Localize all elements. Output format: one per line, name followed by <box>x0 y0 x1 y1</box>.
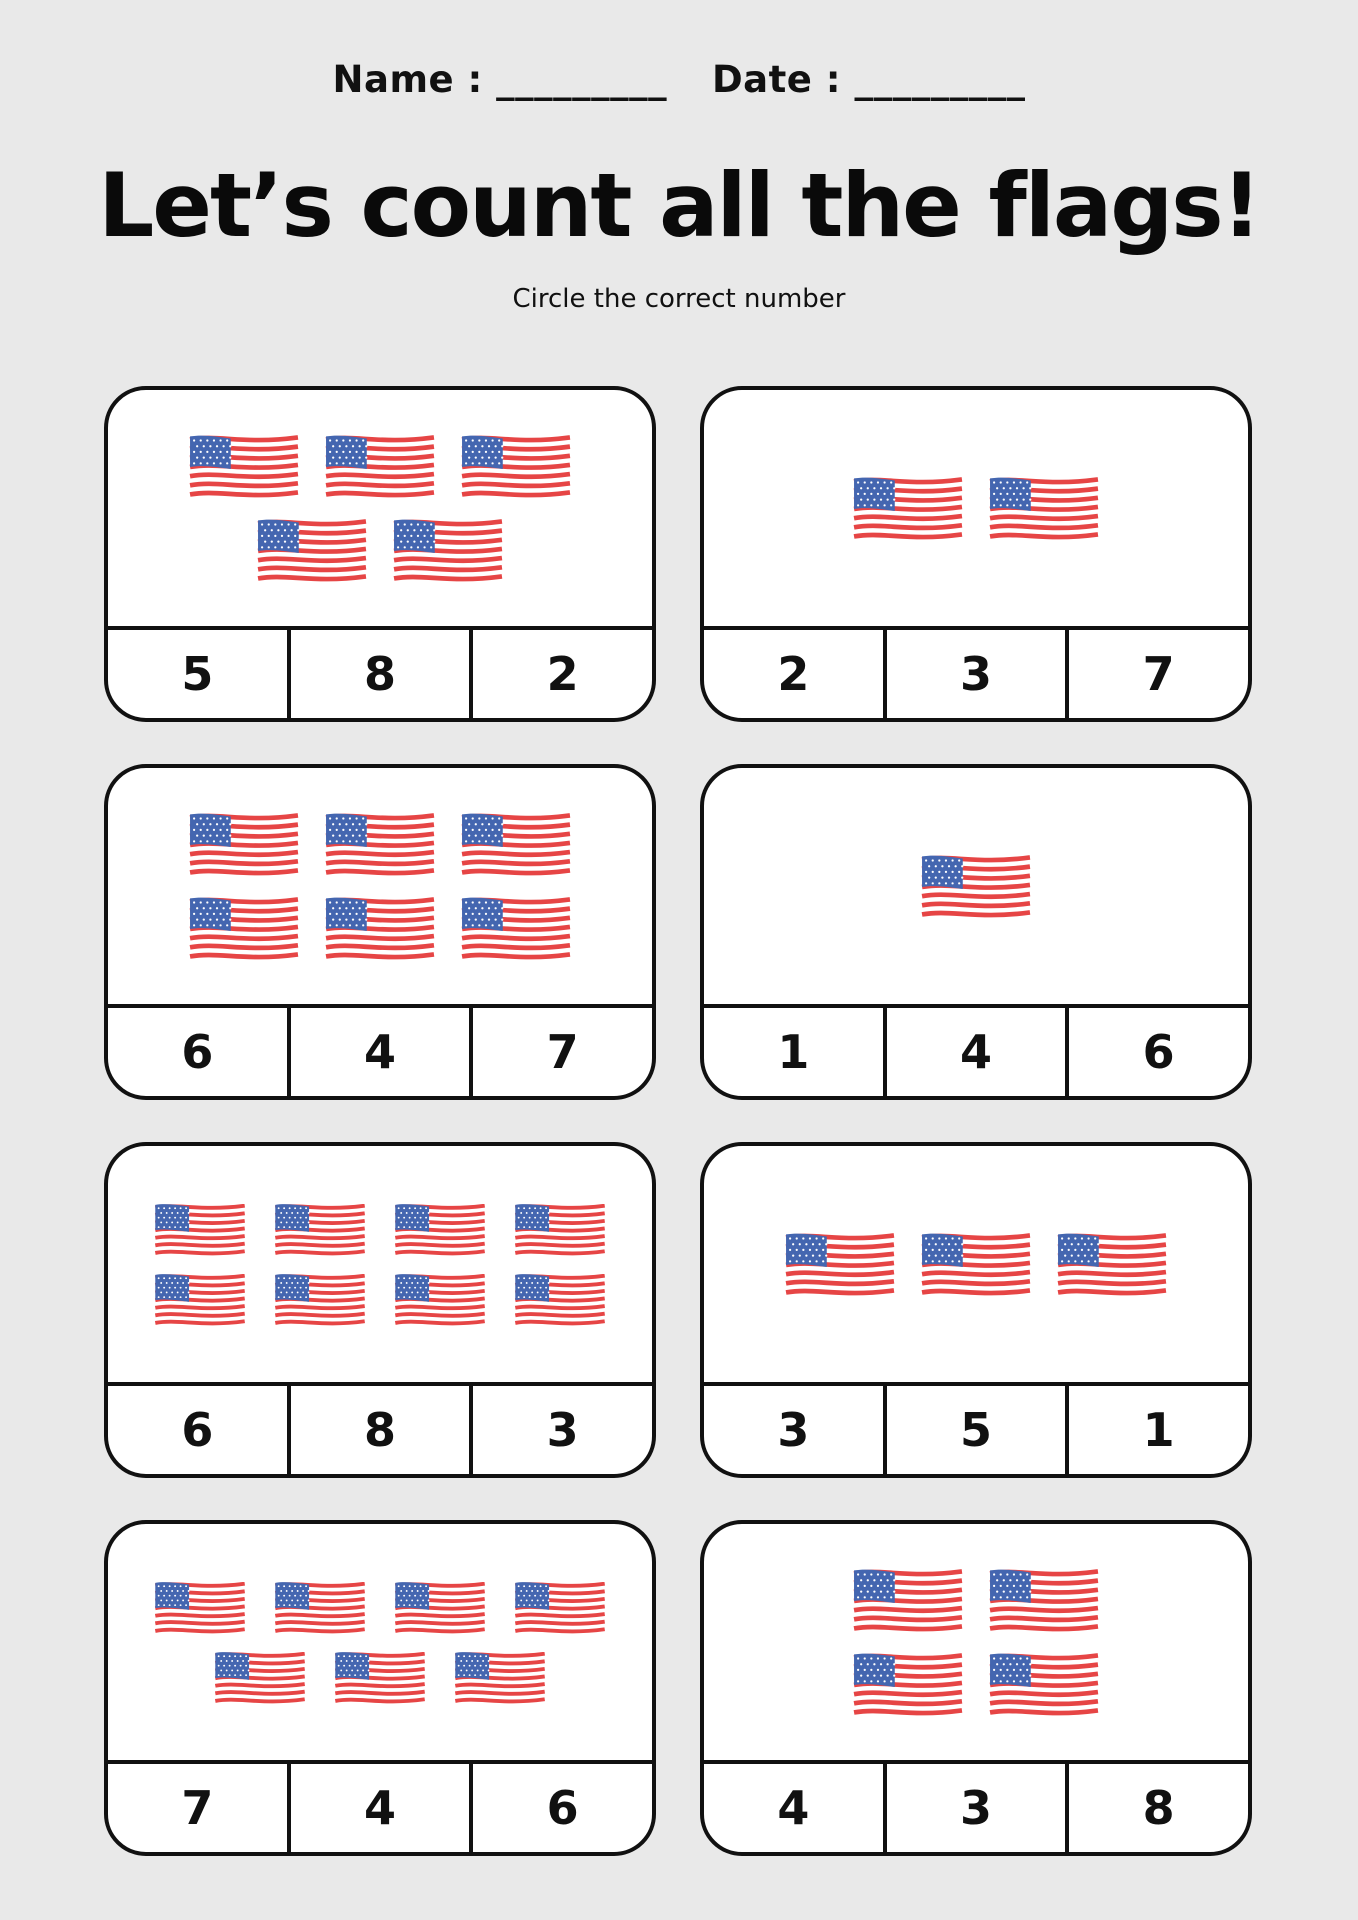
answer-option[interactable]: 6 <box>1142 1025 1175 1079</box>
answer-option[interactable]: 3 <box>887 1764 1070 1852</box>
us-flag-icon <box>324 435 436 501</box>
us-flag-icon <box>920 1233 1032 1299</box>
flag-row <box>852 1653 1100 1719</box>
counting-card-3 <box>104 764 656 1100</box>
flag-row <box>852 477 1100 543</box>
us-flag-icon <box>513 1582 607 1636</box>
answer-option[interactable]: 7 <box>546 1025 579 1079</box>
flag-row <box>852 1569 1100 1635</box>
flag-group <box>108 390 652 630</box>
us-flag-icon <box>920 855 1032 921</box>
answer-option[interactable]: 6 <box>108 1386 291 1474</box>
us-flag-icon <box>393 1274 487 1328</box>
answer-option[interactable]: 8 <box>291 630 474 718</box>
answer-option[interactable]: 4 <box>291 1764 474 1852</box>
us-flag-icon <box>256 519 368 585</box>
name-field-label[interactable]: Name : _________ <box>332 58 668 101</box>
answer-option[interactable]: 6 <box>546 1781 579 1835</box>
answer-option[interactable]: 6 <box>108 1008 291 1096</box>
answer-options <box>704 1760 1248 1852</box>
answer-option[interactable]: 2 <box>704 630 887 718</box>
us-flag-icon <box>188 813 300 879</box>
us-flag-icon <box>324 813 436 879</box>
flag-row <box>784 1233 1168 1299</box>
date-field-label[interactable]: Date : _________ <box>711 58 1026 101</box>
answer-option[interactable]: 3 <box>887 630 1070 718</box>
us-flag-icon <box>460 435 572 501</box>
us-flag-icon <box>393 1204 487 1258</box>
flag-row <box>188 435 572 501</box>
counting-card-7 <box>104 1520 656 1856</box>
answer-option[interactable]: 1 <box>704 1008 887 1096</box>
flag-group <box>704 390 1248 630</box>
answer-option[interactable]: 7 <box>1142 647 1175 701</box>
us-flag-icon <box>988 477 1100 543</box>
us-flag-icon <box>513 1274 607 1328</box>
answer-options <box>108 1004 652 1096</box>
us-flag-icon <box>333 1652 427 1706</box>
answer-options <box>108 626 652 718</box>
us-flag-icon <box>852 477 964 543</box>
us-flag-icon <box>324 897 436 963</box>
page-title: Let’s count all the flags! <box>98 154 1260 257</box>
us-flag-icon <box>988 1653 1100 1719</box>
counting-card-6 <box>700 1142 1252 1478</box>
us-flag-icon <box>153 1582 247 1636</box>
flag-group <box>704 1146 1248 1386</box>
us-flag-icon <box>188 435 300 501</box>
flag-row <box>153 1582 607 1636</box>
answer-option[interactable]: 4 <box>887 1008 1070 1096</box>
us-flag-icon <box>393 1582 487 1636</box>
flag-row <box>153 1274 607 1328</box>
us-flag-icon <box>188 897 300 963</box>
answer-option[interactable]: 5 <box>887 1386 1070 1474</box>
us-flag-icon <box>153 1274 247 1328</box>
flag-group <box>704 768 1248 1008</box>
us-flag-icon <box>273 1582 367 1636</box>
us-flag-icon <box>273 1274 367 1328</box>
answer-option[interactable]: 5 <box>108 630 291 718</box>
us-flag-icon <box>153 1204 247 1258</box>
answer-option[interactable]: 1 <box>1142 1403 1175 1457</box>
us-flag-icon <box>273 1204 367 1258</box>
answer-options <box>704 626 1248 718</box>
us-flag-icon <box>460 813 572 879</box>
flag-row <box>188 813 572 879</box>
answer-options <box>704 1004 1248 1096</box>
us-flag-icon <box>852 1569 964 1635</box>
answer-option[interactable]: 3 <box>546 1403 579 1457</box>
flag-group <box>704 1524 1248 1764</box>
us-flag-icon <box>453 1652 547 1706</box>
us-flag-icon <box>392 519 504 585</box>
counting-card-8 <box>700 1520 1252 1856</box>
name-date-line <box>0 58 1358 101</box>
instructions: Circle the correct number <box>512 284 846 314</box>
flag-row <box>920 855 1032 921</box>
us-flag-icon <box>784 1233 896 1299</box>
answer-option[interactable]: 7 <box>108 1764 291 1852</box>
flag-group <box>108 1146 652 1386</box>
answer-option[interactable]: 4 <box>291 1008 474 1096</box>
answer-options <box>108 1382 652 1474</box>
answer-option[interactable]: 8 <box>291 1386 474 1474</box>
us-flag-icon <box>1056 1233 1168 1299</box>
counting-card-4 <box>700 764 1252 1100</box>
answer-option[interactable]: 3 <box>704 1386 887 1474</box>
us-flag-icon <box>852 1653 964 1719</box>
us-flag-icon <box>988 1569 1100 1635</box>
counting-card-2 <box>700 386 1252 722</box>
answer-options <box>704 1382 1248 1474</box>
us-flag-icon <box>213 1652 307 1706</box>
answer-option[interactable]: 4 <box>704 1764 887 1852</box>
flag-row <box>256 519 504 585</box>
counting-card-1 <box>104 386 656 722</box>
us-flag-icon <box>460 897 572 963</box>
flag-row <box>153 1204 607 1258</box>
flag-row <box>213 1652 547 1706</box>
answer-option[interactable]: 2 <box>546 647 579 701</box>
answer-option[interactable]: 8 <box>1142 1781 1175 1835</box>
us-flag-icon <box>513 1204 607 1258</box>
counting-card-5 <box>104 1142 656 1478</box>
flag-group <box>108 1524 652 1764</box>
flag-group <box>108 768 652 1008</box>
flag-row <box>188 897 572 963</box>
answer-options <box>108 1760 652 1852</box>
